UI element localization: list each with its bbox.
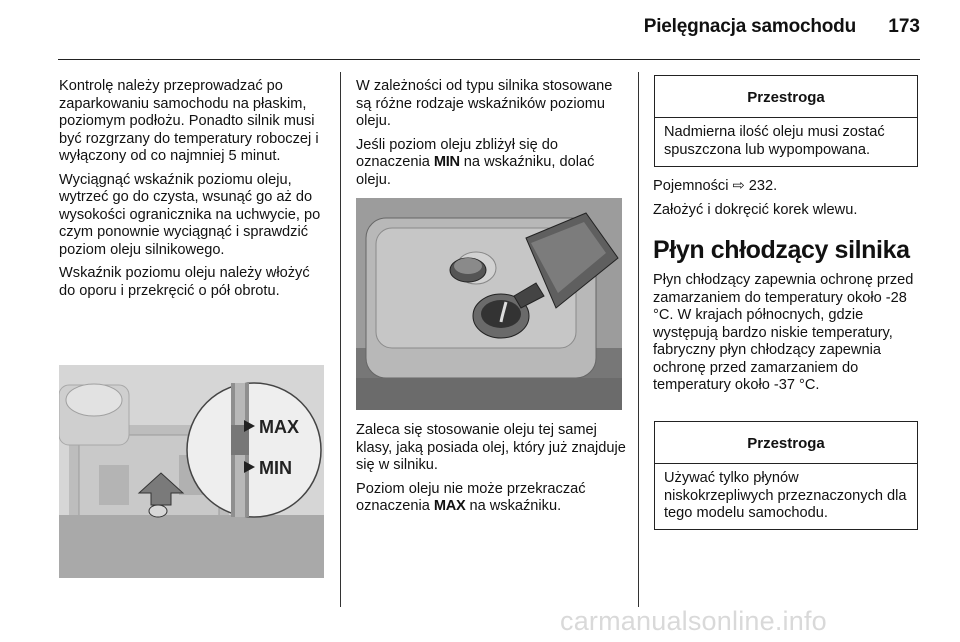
page-header-title: Pielęgnacja samochodu [643,16,856,37]
paragraph-dipstick-procedure: Wyciągnąć wskaźnik poziomu oleju, wytrzeć go do czysta, wsunąć go aż do wysokości ogranicznika na uchwycie, po czym ponownie wyciągnąć i sprawdzić poziom oleju silnikowego. [59,171,321,258]
max-keyword: MAX [433,498,466,514]
paragraph-dipstick-types: W zależności od typu silnika stosowane są różne rodzaje wskaźników poziomu oleju. [356,78,613,129]
oil-filling-illustration [356,198,622,410]
watermark: carmanualsonline.info [560,606,827,636]
paragraph-filler-cap: Założyć i dokręcić korek wlewu. [653,201,858,218]
paragraph-capacities: Pojemności ⇨ 232. [653,178,778,194]
caution-box-text: Używać tylko płynów niskokrzepliwych przeznaczonych dla tego modelu samochodu. [664,470,907,521]
dipstick-min-label: MIN [259,458,292,478]
header-divider [58,59,920,60]
coolant-text-block [653,272,925,401]
caution-box-title: Przestroga [655,76,917,118]
column-3 [653,178,925,225]
caution-box-title: Przestroga [655,422,917,464]
paragraph-min-level: Jeśli poziom oleju zbliżył się do oznaczenia MIN na wskaźniku, dolać oleju. [356,136,595,188]
paragraph-coolant-protection: Płyn chłodzący zapewnia ochronę przed zamarzaniem do temperatury około -28 °C. W krajach północnych, gdzie występują bardzo niskie temperatury, fabryczny płyn chłodzący zapewnia ochronę przed zamarzaniem do temperatury około -37 °C. [653,272,914,393]
page-reference-arrow-icon: ⇨ [732,178,745,194]
dipstick-max-label: MAX [259,417,299,437]
paragraph-check-conditions: Kontrolę należy przeprowadzać po zaparkowaniu samochodu na płaskim, poziomym podłożu. Ponadto silnik musi być rozgrzany do temperatury roboczej i wyłączony od co najmniej 5 minut. [59,78,319,164]
paragraph-dipstick-insert: Wskaźnik poziomu oleju należy włożyć do oporu i przekręcić o pół obrotu. [59,265,310,299]
column-1 [59,78,329,306]
column-divider-right [638,72,639,607]
column-2-lower [356,422,628,522]
engine-dipstick-illustration [59,365,324,578]
caution-box-text: Nadmierna ilość oleju musi zostać spuszczona lub wypompowana. [664,124,885,158]
caution-box-coolant [654,421,918,530]
section-title-coolant: Płyn chłodzący silnika [653,236,910,264]
column-2 [356,78,626,195]
caution-box-overfill [654,75,918,167]
min-keyword: MIN [433,154,460,170]
dipstick-figure [59,365,324,578]
paragraph-oil-grade: Zaleca się stosowanie oleju tej samej klasy, jaką posiada olej, który już znajduje się w silniku. [356,422,626,473]
oil-filler-figure [356,198,622,410]
paragraph-max-level: Poziom oleju nie może przekraczać oznaczenia MAX na wskaźniku. [356,480,586,514]
column-divider-left [340,72,341,607]
page-number: 173 [888,16,920,37]
